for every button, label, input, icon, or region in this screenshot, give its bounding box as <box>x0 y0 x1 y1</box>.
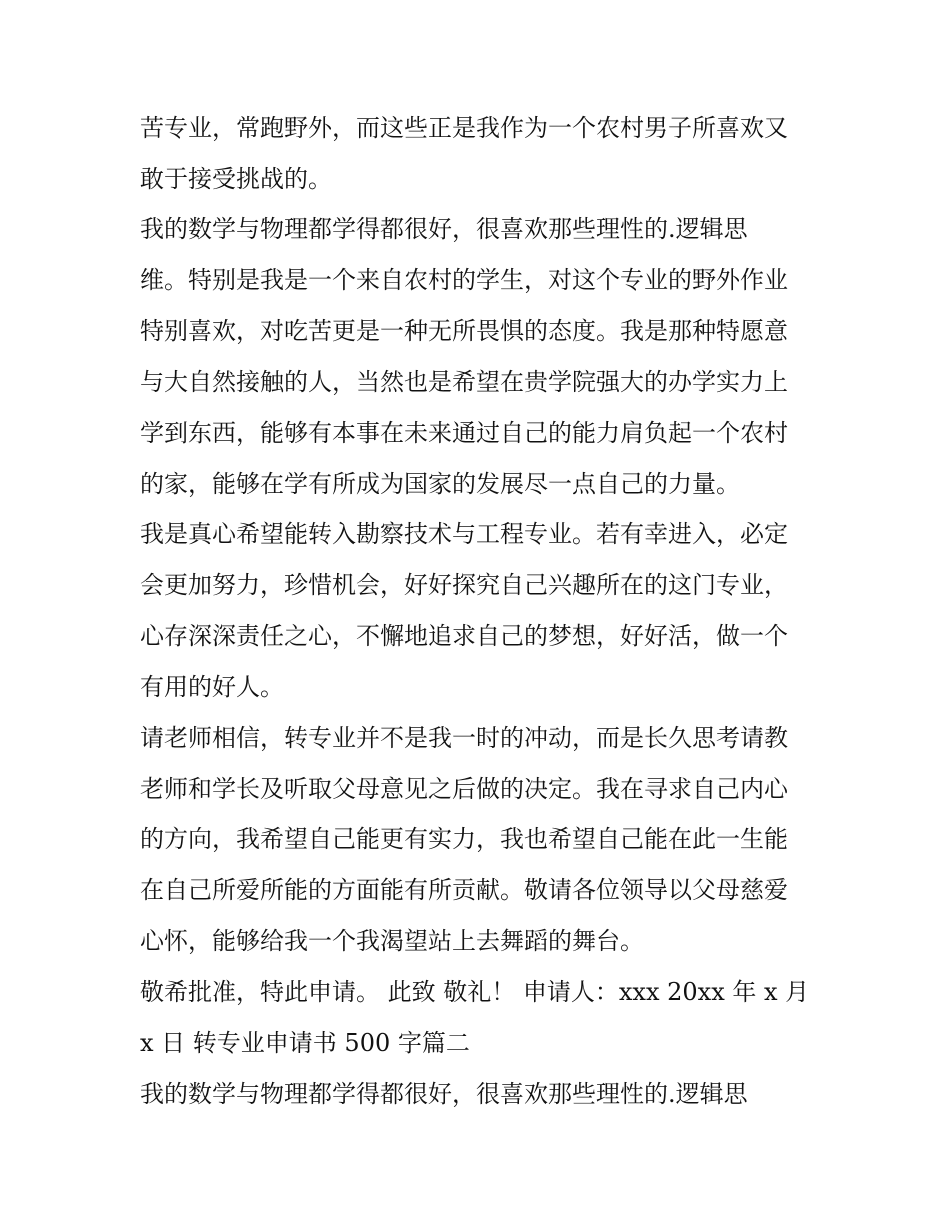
text-line: 会更加努力，珍惜机会，好好探究自己兴趣所在的这门专业， <box>140 571 788 599</box>
text-line: 我的数学与物理都学得都很好，很喜欢那些理性的.逻辑思 <box>140 215 748 243</box>
text-line: 维。特别是我是一个来自农村的学生，对这个专业的野外作业 <box>140 266 788 294</box>
text-line: 敢于接受挑战的。 <box>140 165 332 193</box>
text-line: 与大自然接触的人，当然也是希望在贵学院强大的办学实力上 <box>140 368 788 396</box>
text-line: 苦专业，常跑野外，而这些正是我作为一个农村男子所喜欢又 <box>140 114 788 142</box>
text-line: 敬希批准，特此申请。 此致 敬礼！ 申请人：xxx 20xx 年 x 月 <box>140 978 810 1006</box>
text-line: x 日 转专业申请书 500 字篇二 <box>140 1029 470 1057</box>
text-line: 的家，能够在学有所成为国家的发展尽一点自己的力量。 <box>140 470 740 498</box>
text-line: 特别喜欢，对吃苦更是一种无所畏惧的态度。我是那种特愿意 <box>140 317 788 345</box>
text-line: 老师和学长及听取父母意见之后做的决定。我在寻求自己内心 <box>140 775 788 803</box>
text-line: 我的数学与物理都学得都很好，很喜欢那些理性的.逻辑思 <box>140 1080 748 1108</box>
text-line: 心存深深责任之心，不懈地追求自己的梦想，好好活，做一个 <box>140 622 788 650</box>
text-line: 在自己所爱所能的方面能有所贡献。敬请各位领导以父母慈爱 <box>140 876 788 904</box>
text-line: 我是真心希望能转入勘察技术与工程专业。若有幸进入，必定 <box>140 520 788 548</box>
text-line: 的方向，我希望自己能更有实力，我也希望自己能在此一生能 <box>140 825 788 853</box>
text-line: 心怀，能够给我一个我渴望站上去舞蹈的舞台。 <box>140 927 644 955</box>
text-line: 学到东西，能够有本事在未来通过自己的能力肩负起一个农村 <box>140 419 788 447</box>
text-line: 有用的好人。 <box>140 673 284 701</box>
text-line: 请老师相信，转专业并不是我一时的冲动，而是长久思考请教 <box>140 724 788 752</box>
